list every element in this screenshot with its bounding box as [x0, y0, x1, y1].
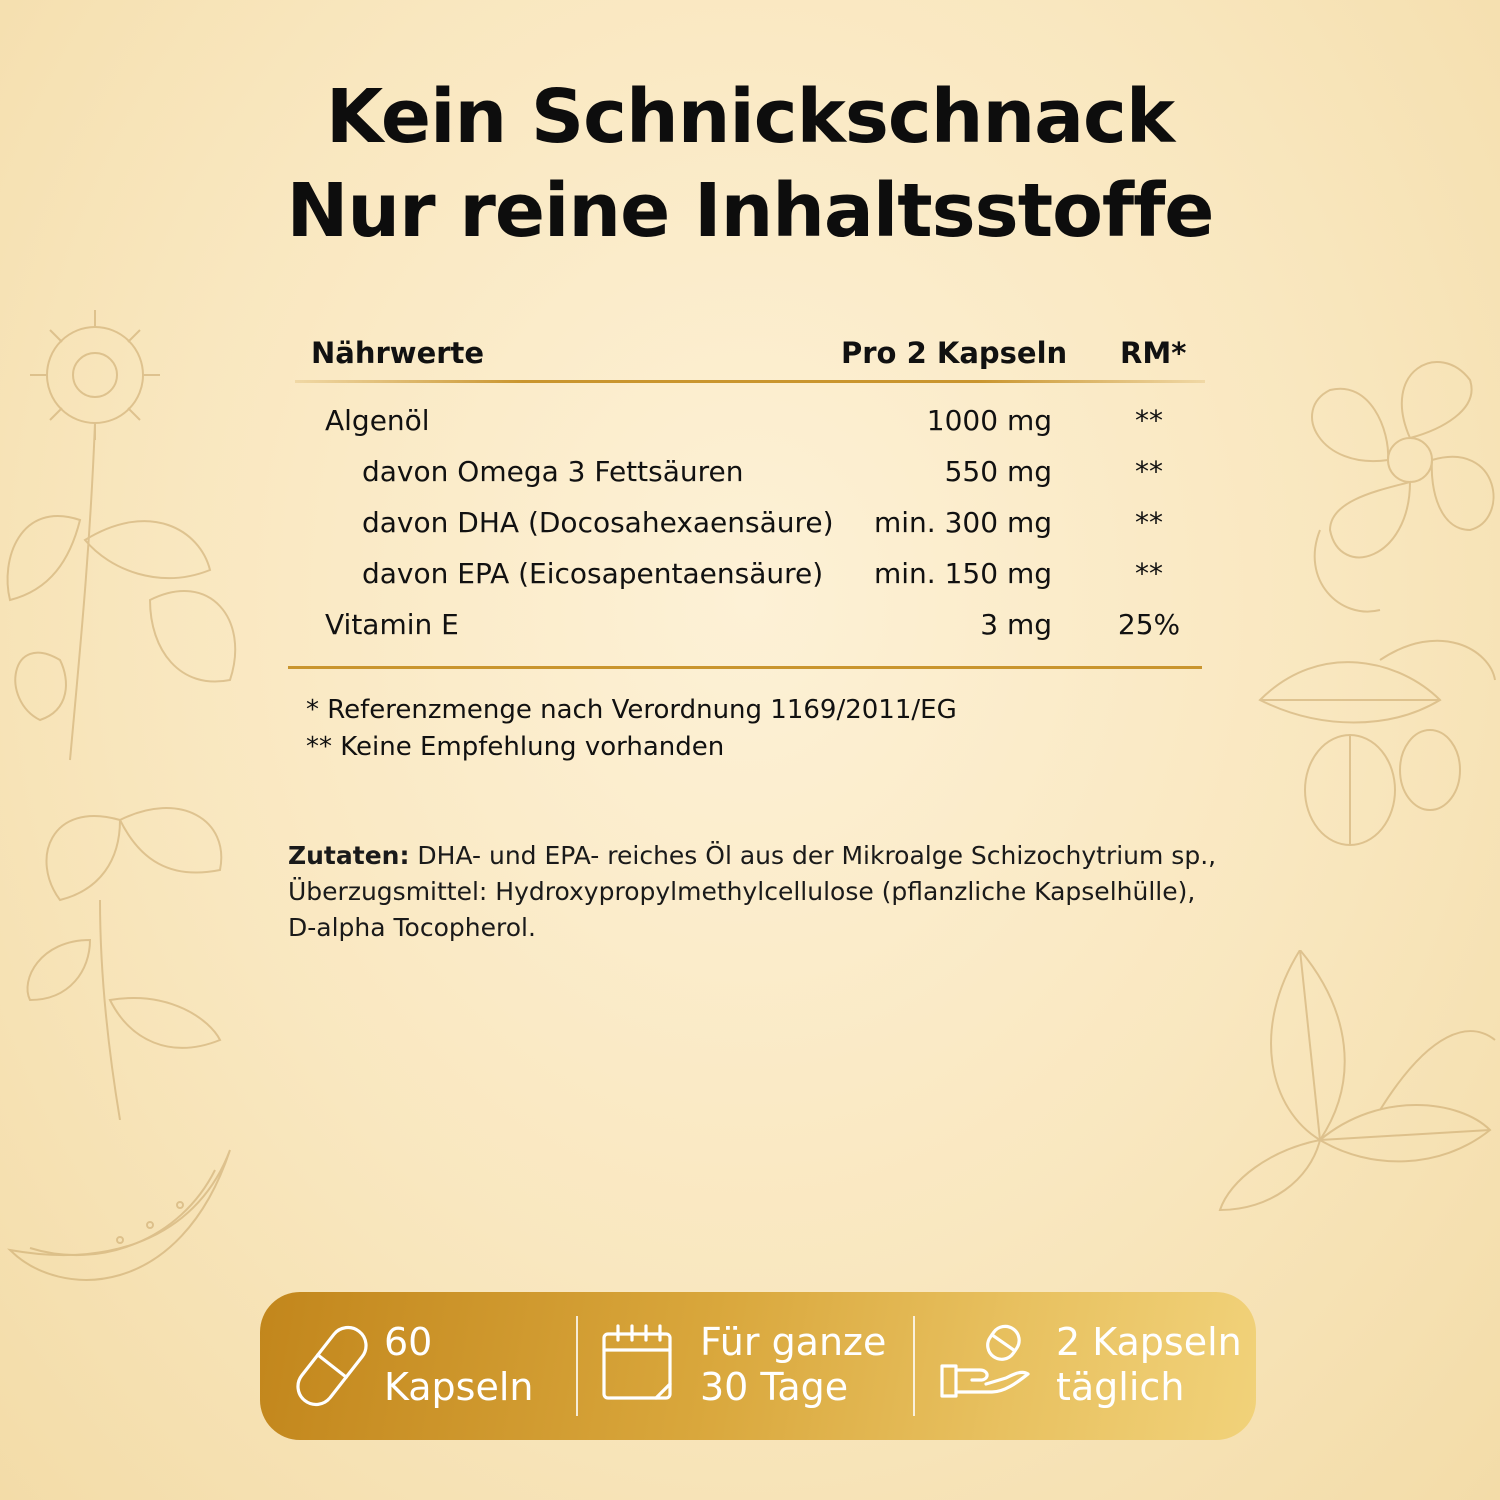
- row-rm: **: [1135, 455, 1163, 488]
- row-amount: 1000 mg: [926, 404, 1052, 437]
- row-label: davon Omega 3 Fettsäuren: [362, 455, 744, 488]
- headline-line-2: Nur reine Inhaltsstoffe: [286, 168, 1214, 254]
- row-amount: 3 mg: [980, 608, 1052, 641]
- footnote-no-recommendation: ** Keine Empfehlung vorhanden: [306, 732, 725, 762]
- hand-capsule-icon: [936, 1320, 1036, 1410]
- headline: [0, 70, 1500, 258]
- header-rm: RM*: [1120, 336, 1187, 370]
- header-nutrients: Nährwerte: [311, 336, 485, 370]
- table-top-rule: [295, 380, 1205, 383]
- capsule-count: 60 Kapseln: [384, 1320, 534, 1409]
- table-bottom-rule: [288, 666, 1202, 669]
- capsule-icon: [292, 1318, 372, 1414]
- row-amount: min. 150 mg: [874, 557, 1052, 590]
- daily-dose: 2 Kapseln täglich: [1056, 1320, 1242, 1409]
- melon-slice-sketch-icon: [0, 1130, 250, 1310]
- headline-line-1: Kein Schnickschnack: [325, 74, 1175, 160]
- product-info-badge: [260, 1292, 1256, 1440]
- footnotes: [306, 692, 957, 766]
- leaves-sketch-right-icon: [1210, 950, 1500, 1220]
- row-rm: **: [1135, 506, 1163, 539]
- calendar-icon: [598, 1320, 678, 1408]
- row-label: davon DHA (Docosahexaensäure): [362, 506, 834, 539]
- badge-divider: [913, 1316, 915, 1416]
- row-rm: 25%: [1117, 608, 1181, 641]
- footnote-reference: * Referenzmenge nach Verordnung 1169/2011/EG: [306, 695, 957, 725]
- duration: Für ganze 30 Tage: [700, 1320, 887, 1409]
- ingredients-list: DHA- und EPA- reiches Öl aus der Mikroalge Schizochytrium sp., Überzugsmittel: Hydroxypropylmethylcellulose (pflanzliche Kapselhülle), D-alpha Tocopherol.: [288, 841, 1217, 942]
- row-label: davon EPA (Eicosapentaensäure): [362, 557, 824, 590]
- badge-divider: [576, 1316, 578, 1416]
- nut-leaf-sketch-right-icon: [1240, 620, 1500, 860]
- ingredients-text: [288, 838, 1218, 946]
- nutrition-table-header: [295, 336, 1205, 384]
- table-row: [0, 608, 1500, 648]
- row-rm: **: [1135, 557, 1163, 590]
- ingredients-label: Zutaten:: [288, 841, 410, 870]
- header-per-2-capsules: Pro 2 Kapseln: [841, 336, 1068, 370]
- row-amount: 550 mg: [944, 455, 1052, 488]
- row-amount: min. 300 mg: [874, 506, 1052, 539]
- table-row: [0, 506, 1500, 546]
- table-row: [0, 404, 1500, 444]
- table-row: [0, 557, 1500, 597]
- row-label: Vitamin E: [325, 608, 459, 641]
- table-row: [0, 455, 1500, 495]
- row-rm: **: [1135, 404, 1163, 437]
- row-label: Algenöl: [325, 404, 430, 437]
